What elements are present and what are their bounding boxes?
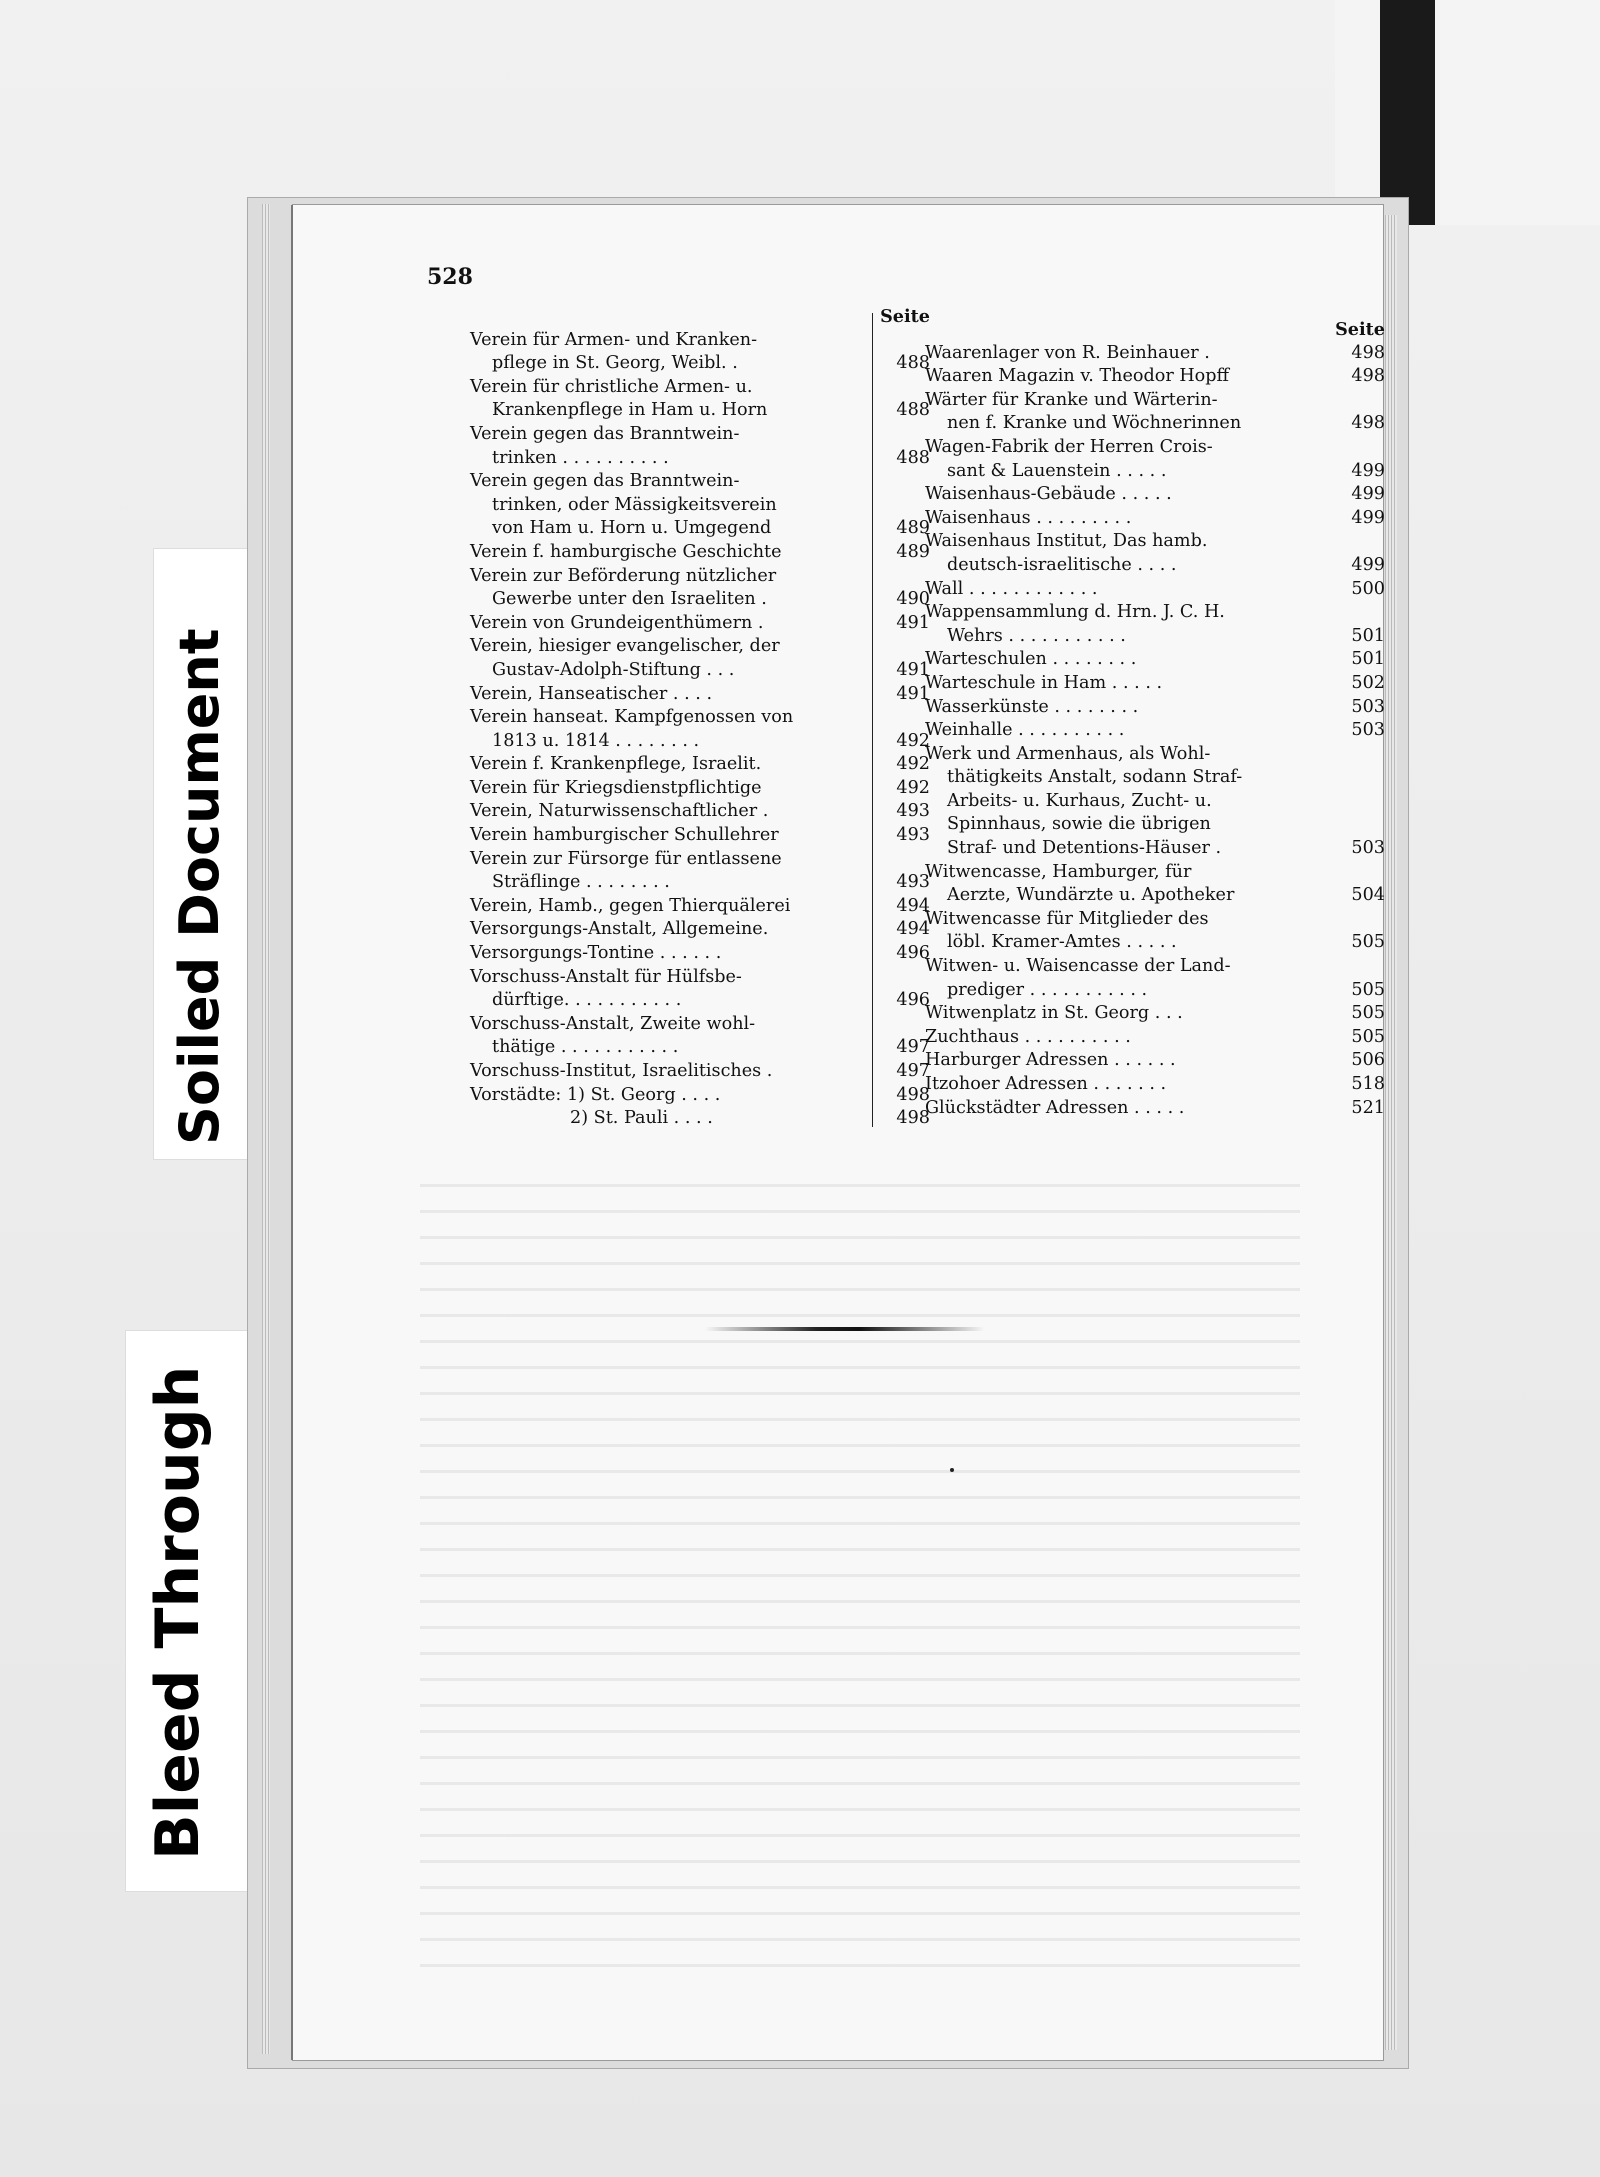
- ink-spot: [950, 1468, 954, 1472]
- index-entry: [925, 1049, 1385, 1073]
- entry-page-number: 491: [896, 683, 930, 704]
- entry-title: Verein für christliche Armen- u.: [470, 376, 753, 397]
- seite-header-right: Seite: [1335, 319, 1385, 340]
- index-entry: [470, 848, 930, 895]
- entry-title: Verein zur Beförderung nützlicher: [470, 565, 777, 586]
- index-entry: [470, 1084, 930, 1108]
- entry-title: Verein zur Fürsorge für entlassene: [470, 848, 782, 869]
- entry-page-number: 488: [896, 400, 930, 421]
- entry-page-number: 498: [896, 1084, 930, 1105]
- entry-title: Waaren Magazin v. Theodor Hopff: [925, 366, 1230, 387]
- index-entry: [925, 530, 1385, 577]
- index-entry: [470, 635, 930, 682]
- index-entry: [470, 423, 930, 470]
- entry-page-number: 493: [896, 872, 930, 893]
- entry-continuation: trinken . . . . . . . . . .: [492, 447, 669, 468]
- entry-continuation: dürftige. . . . . . . . . . .: [492, 990, 682, 1011]
- entry-page-number: 499: [1351, 554, 1385, 575]
- entry-title: Verein gegen das Branntwein-: [470, 471, 740, 492]
- entry-title: Glückstädter Adressen . . . . .: [925, 1097, 1185, 1118]
- entry-continuation: Spinnhaus, sowie die übrigen: [947, 814, 1211, 835]
- entry-page-number: 497: [896, 1037, 930, 1058]
- entry-title: Verein, Hanseatischer . . . .: [470, 683, 713, 704]
- entry-title: Verein gegen das Branntwein-: [470, 423, 740, 444]
- index-entry: [925, 696, 1385, 720]
- index-entry: [470, 918, 930, 942]
- entry-continuation: Aerzte, Wundärzte u. Apotheker: [947, 885, 1235, 906]
- index-entry: [925, 861, 1385, 908]
- index-entry: [470, 683, 930, 707]
- entry-continuation: trinken, oder Mässigkeitsverein: [492, 494, 777, 515]
- entry-page-number: 505: [1351, 979, 1385, 1000]
- entry-title: Werk und Armenhaus, als Wohl-: [925, 743, 1211, 764]
- index-entry: [925, 648, 1385, 672]
- entry-title: Wall . . . . . . . . . . . .: [925, 578, 1098, 599]
- entry-page-number: 493: [896, 825, 930, 846]
- entry-title: Verein für Armen- und Kranken-: [470, 329, 758, 350]
- index-entry: [470, 895, 930, 919]
- entry-page-number: 492: [896, 730, 930, 751]
- index-entry: [925, 507, 1385, 531]
- entry-continuation: Straf- und Detentions-Häuser .: [947, 838, 1222, 859]
- entry-page-number: 503: [1351, 838, 1385, 859]
- index-entry: [925, 342, 1385, 366]
- index-entry: [470, 376, 930, 423]
- label-soiled-document: Soiled Document: [168, 628, 231, 1145]
- index-entry: [925, 1026, 1385, 1050]
- entry-page-number: 505: [1351, 1026, 1385, 1047]
- entry-title: Witwenplatz in St. Georg . . .: [925, 1003, 1183, 1024]
- entry-title: Waisenhaus Institut, Das hamb.: [925, 531, 1208, 552]
- entry-page-number: 489: [896, 541, 930, 562]
- entry-page-number: 498: [1351, 342, 1385, 363]
- entry-page-number: 498: [1351, 413, 1385, 434]
- entry-continuation: sant & Lauenstein . . . . .: [947, 460, 1167, 481]
- entry-page-number: 498: [896, 1108, 930, 1129]
- entry-continuation: prediger . . . . . . . . . . .: [947, 979, 1148, 1000]
- entry-continuation: Gewerbe unter den Israeliten .: [492, 589, 767, 610]
- entry-page-number: 502: [1351, 672, 1385, 693]
- entry-title: Vorschuss-Institut, Israelitisches .: [470, 1061, 773, 1081]
- entry-continuation: pflege in St. Georg, Weibl. .: [492, 353, 738, 374]
- entry-title: Waisenhaus . . . . . . . . .: [925, 507, 1132, 528]
- entry-continuation: nen f. Kranke und Wöchnerinnen: [947, 413, 1242, 434]
- entry-title: Waarenlager von R. Beinhauer .: [925, 342, 1210, 363]
- entry-title: 2) St. Pauli . . . .: [570, 1108, 713, 1129]
- entry-title: Vorschuss-Anstalt für Hülfsbe-: [470, 966, 742, 987]
- index-column-left: [470, 305, 930, 1131]
- index-entry: [470, 470, 930, 541]
- page-number: 528: [427, 264, 473, 290]
- entry-page-number: 505: [1351, 1003, 1385, 1024]
- entry-continuation: von Ham u. Horn u. Umgegend: [492, 518, 772, 539]
- index-entry: [925, 908, 1385, 955]
- entry-title: Vorschuss-Anstalt, Zweite wohl-: [470, 1013, 756, 1034]
- entry-title: Wagen-Fabrik der Herren Crois-: [925, 436, 1213, 457]
- entry-title: Wasserkünste . . . . . . . .: [925, 696, 1139, 717]
- entry-page-number: 491: [896, 659, 930, 680]
- entry-title: Verein, Naturwissenschaftlicher .: [470, 801, 769, 822]
- entry-page-number: 492: [896, 777, 930, 798]
- entry-continuation: thätigkeits Anstalt, sodann Straf-: [947, 767, 1243, 788]
- entry-page-number: 496: [896, 990, 930, 1011]
- index-entry: [925, 578, 1385, 602]
- entry-page-number: 494: [896, 895, 930, 916]
- index-entry: [470, 824, 930, 848]
- entry-continuation: Arbeits- u. Kurhaus, Zucht- u.: [947, 790, 1212, 811]
- entry-title: Witwencasse, Hamburger, für: [925, 861, 1192, 882]
- index-entry: [470, 1060, 930, 1084]
- entry-title: Warteschule in Ham . . . . .: [925, 672, 1163, 693]
- index-entry: [470, 329, 930, 376]
- index-entry: [470, 706, 930, 753]
- entry-continuation: Sträflinge . . . . . . . .: [492, 872, 670, 893]
- entry-title: Wärter für Kranke und Wärterin-: [925, 389, 1218, 410]
- index-entry: [925, 743, 1385, 861]
- entry-title: Itzohoer Adressen . . . . . . .: [925, 1074, 1167, 1094]
- entry-page-number: 498: [1351, 366, 1385, 387]
- entry-page-number: 499: [1351, 460, 1385, 481]
- entry-continuation: löbl. Kramer-Amtes . . . . .: [947, 932, 1177, 953]
- entry-page-number: 496: [896, 943, 930, 964]
- index-column-right: [925, 318, 1385, 1120]
- index-entry: [470, 612, 930, 636]
- index-entry: [470, 1013, 930, 1060]
- entry-title: Verein von Grundeigenthümern .: [470, 612, 764, 633]
- index-entry: [925, 1097, 1385, 1121]
- entry-title: Verein, Hamb., gegen Thierquälerei: [470, 895, 791, 916]
- index-entry: [470, 777, 930, 801]
- entry-page-number: 499: [1351, 507, 1385, 528]
- entry-continuation: Wehrs . . . . . . . . . . .: [947, 625, 1126, 646]
- index-entry: [925, 389, 1385, 436]
- entry-page-number: 494: [896, 919, 930, 940]
- entry-title: Witwencasse für Mitglieder des: [925, 908, 1209, 929]
- entry-page-number: 490: [896, 589, 930, 610]
- index-entry: [470, 966, 930, 1013]
- index-entry: [470, 541, 930, 565]
- entry-title: Verein hanseat. Kampfgenossen von: [470, 707, 794, 728]
- index-entry: [470, 800, 930, 824]
- index-entry: [470, 942, 930, 966]
- entry-title: Zuchthaus . . . . . . . . . .: [925, 1026, 1131, 1047]
- entry-page-number: 497: [896, 1061, 930, 1081]
- entry-title: Versorgungs-Anstalt, Allgemeine.: [470, 919, 769, 940]
- entry-page-number: 521: [1351, 1097, 1385, 1118]
- index-entry: [925, 955, 1385, 1002]
- entry-title: Verein f. hamburgische Geschichte: [470, 541, 782, 562]
- seite-header-left: Seite: [880, 306, 930, 327]
- entry-page-number: 506: [1351, 1050, 1385, 1071]
- index-entry: [470, 753, 930, 777]
- index-entry: [925, 601, 1385, 648]
- index-entry: [925, 672, 1385, 696]
- entry-page-number: 518: [1351, 1074, 1385, 1094]
- column-divider: [872, 313, 873, 1127]
- entry-title: Versorgungs-Tontine . . . . . .: [470, 943, 722, 964]
- index-entry: [925, 1002, 1385, 1026]
- index-entry: [470, 1107, 930, 1131]
- entry-title: Vorstädte: 1) St. Georg . . . .: [470, 1084, 721, 1105]
- entry-title: Witwen- u. Waisencasse der Land-: [925, 956, 1231, 977]
- index-entry: [925, 436, 1385, 483]
- entry-title: Waisenhaus-Gebäude . . . . .: [925, 484, 1172, 505]
- section-rule: [705, 1327, 985, 1331]
- entry-title: Wappensammlung d. Hrn. J. C. H.: [925, 602, 1225, 623]
- entry-title: Verein, hiesiger evangelischer, der: [470, 636, 780, 657]
- entry-page-number: 503: [1351, 696, 1385, 717]
- entry-title: Verein hamburgischer Schullehrer: [470, 825, 779, 846]
- entry-page-number: 501: [1351, 625, 1385, 646]
- entry-page-number: 501: [1351, 649, 1385, 670]
- entry-continuation: 1813 u. 1814 . . . . . . . .: [492, 730, 700, 751]
- entry-continuation: Krankenpflege in Ham u. Horn: [492, 400, 768, 421]
- entry-page-number: 499: [1351, 484, 1385, 505]
- entry-title: Warteschulen . . . . . . . .: [925, 649, 1137, 670]
- entry-page-number: 503: [1351, 720, 1385, 741]
- entry-page-number: 491: [896, 612, 930, 633]
- entry-page-number: 504: [1351, 885, 1385, 906]
- index-entry: [925, 365, 1385, 389]
- label-bleed-through: Bleed Through: [143, 1365, 213, 1860]
- entry-page-number: 488: [896, 447, 930, 468]
- entry-page-number: 500: [1351, 578, 1385, 599]
- entry-page-number: 505: [1351, 932, 1385, 953]
- index-entry: [470, 565, 930, 612]
- entry-title: Verein für Kriegsdienstpflichtige: [470, 777, 762, 798]
- entry-page-number: 488: [896, 353, 930, 374]
- index-entry: [925, 719, 1385, 743]
- entry-page-number: 493: [896, 801, 930, 822]
- entry-continuation: thätige . . . . . . . . . . .: [492, 1037, 679, 1058]
- entry-continuation: Gustav-Adolph-Stiftung . . .: [492, 659, 735, 680]
- entry-title: Harburger Adressen . . . . . .: [925, 1050, 1176, 1071]
- entry-page-number: 489: [896, 518, 930, 539]
- index-entry: [925, 1073, 1385, 1097]
- index-entry: [925, 483, 1385, 507]
- scanner-clip: [1335, 0, 1600, 225]
- bleed-through-text: [420, 1170, 1300, 1990]
- entry-title: Verein f. Krankenpflege, Israelit.: [470, 754, 762, 775]
- entry-page-number: 492: [896, 754, 930, 775]
- entry-continuation: deutsch-israelitische . . . .: [947, 554, 1177, 575]
- entry-title: Weinhalle . . . . . . . . . .: [925, 720, 1125, 741]
